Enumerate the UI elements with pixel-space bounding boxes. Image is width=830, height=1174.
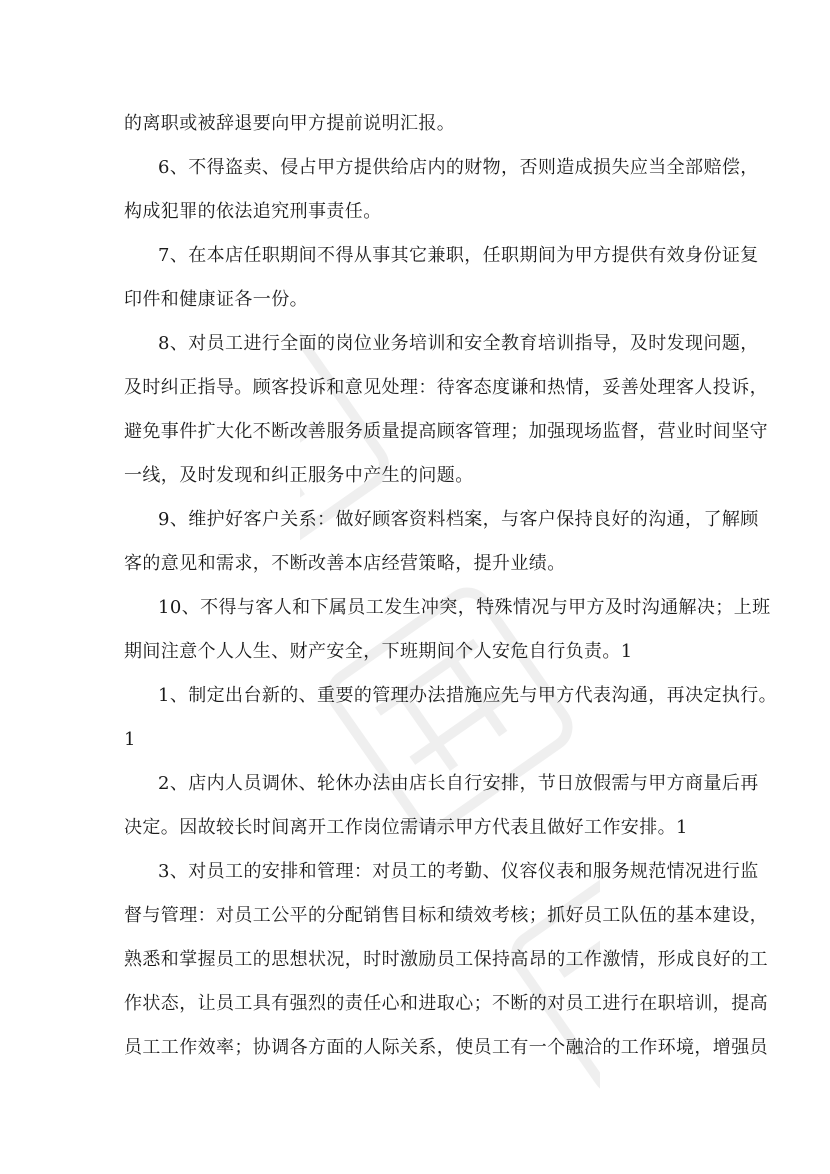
text-line-item-8: 8、对员工进行全面的岗位业务培训和安全教育培训指导，及时发现问题， bbox=[158, 333, 759, 354]
text-line: 员工工作效率；协调各方面的人际关系，使员工有一个融洽的工作环境，增强员 bbox=[124, 1037, 768, 1058]
document-body bbox=[124, 102, 778, 1070]
text-line-item-3: 3、对员工的安排和管理：对员工的考勤、仪容仪表和服务规范情况进行监 bbox=[158, 861, 759, 882]
text-line: 及时纠正指导。顾客投诉和意见处理：待客态度谦和热情，妥善处理客人投诉， bbox=[124, 377, 768, 398]
text-line: 督与管理：对员工公平的分配销售目标和绩效考核；抓好员工队伍的基本建设， bbox=[124, 905, 768, 926]
text-line-item-10: 10、不得与客人和下属员工发生冲突，特殊情况与甲方及时沟通解决；上班 bbox=[158, 597, 771, 618]
text-line-item-9: 9、维护好客户关系：做好顾客资料档案，与客户保持良好的沟通，了解顾 bbox=[158, 509, 759, 530]
text-line: 一线，及时发现和纠正服务中产生的问题。 bbox=[124, 465, 474, 486]
text-line: 期间注意个人人生、财产安全，下班期间个人安危自行负责。1 bbox=[124, 641, 633, 662]
text-line: 决定。因故较长时间离开工作岗位需请示甲方代表且做好工作安排。1 bbox=[124, 817, 688, 838]
text-line-item-1: 1、制定出台新的、重要的管理办法措施应先与甲方代表沟通，再决定执行。 bbox=[158, 685, 778, 706]
text-line-item-6: 6、不得盗卖、侵占甲方提供给店内的财物，否则造成损失应当全部赔偿， bbox=[158, 157, 759, 178]
text-line: 熟悉和掌握员工的思想状况，时时激励员工保持高昂的工作激情，形成良好的工 bbox=[124, 949, 768, 970]
text-line: 的离职或被辞退要向甲方提前说明汇报。 bbox=[124, 113, 456, 134]
text-line: 1 bbox=[124, 729, 136, 750]
text-line: 构成犯罪的依法追究刑事责任。 bbox=[124, 201, 382, 222]
text-line-item-7: 7、在本店任职期间不得从事其它兼职，任职期间为甲方提供有效身份证复 bbox=[158, 245, 759, 266]
text-line: 印件和健康证各一份。 bbox=[124, 289, 308, 310]
text-line-item-2: 2、店内人员调休、轮休办法由店长自行安排，节日放假需与甲方商量后再 bbox=[158, 773, 759, 794]
text-line: 避免事件扩大化不断改善服务质量提高顾客管理；加强现场监督，营业时间坚守 bbox=[124, 421, 768, 442]
text-line: 客的意见和需求，不断改善本店经营策略，提升业绩。 bbox=[124, 553, 566, 574]
text-line: 作状态，让员工具有强烈的责任心和进取心；不断的对员工进行在职培训，提高 bbox=[124, 993, 768, 1014]
